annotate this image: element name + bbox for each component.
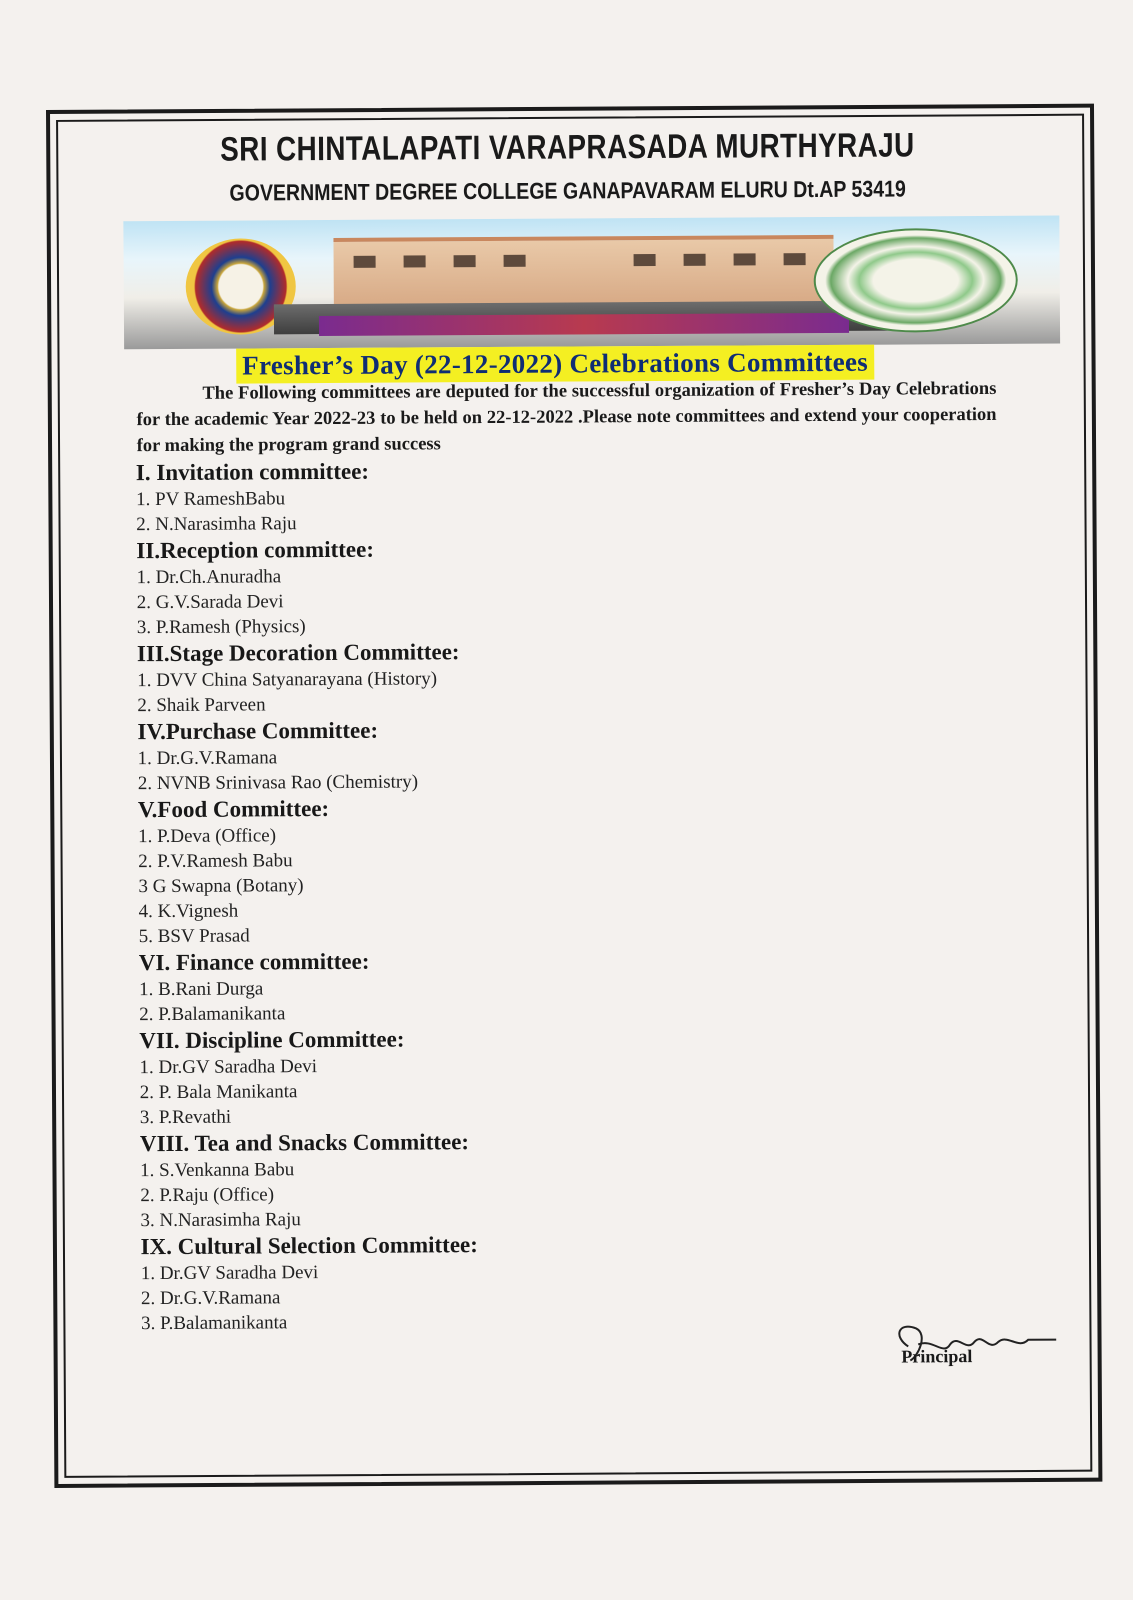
committee-member: 1. Dr.GV Saradha Devi [140,1262,319,1285]
committee-member: 2. Dr.G.V.Ramana [140,1287,281,1310]
committee-title: IV.Purchase Committee: [137,717,379,745]
committee-title: VII. Discipline Committee: [139,1026,405,1054]
committee-block [139,1023,840,1130]
committee-member: 1. P.Deva (Office) [138,825,277,848]
committee-member: 1. Dr.Ch.Anuradha [136,566,282,589]
committee-member: 2. P.V.Ramesh Babu [138,850,293,873]
committee-title: IX. Cultural Selection Committee: [140,1232,478,1260]
intro-text: The Following committees are deputed for the successful organization of Fresher’s Day Celebrations for the academic Year 2022-23 to be held on 22-12-2022 .Please note committees and extend your cooperation for making the program grand success [136,378,997,457]
college-address: GOVERNMENT DEGREE COLLEGE GANAPAVARAM ELURU Dt.AP 53419 [229,175,906,206]
committee-member: 1. S.Venkanna Babu [140,1159,295,1182]
committee-member: 2. G.V.Sarada Devi [136,591,284,614]
college-banner [123,216,1060,350]
committee-member: 3. P.Balamanikanta [141,1312,288,1335]
intro-paragraph [136,376,996,459]
committee-member: 1. PV RameshBabu [135,488,286,511]
committee-title: I. Invitation committee: [135,458,370,486]
committee-block [136,533,837,640]
committee-title: II.Reception committee: [136,536,375,564]
committee-member: 1. Dr.GV Saradha Devi [139,1056,318,1079]
committee-member: 2. NVNB Srinivasa Rao (Chemistry) [137,771,419,795]
committee-member: 2. P.Raju (Office) [140,1184,275,1207]
committee-member: 4. K.Vignesh [138,900,239,923]
principal-label: Principal [901,1346,973,1367]
committee-member: 1. Dr.G.V.Ramana [137,747,278,770]
committee-member: 2. P.Balamanikanta [139,1003,286,1026]
committee-block [141,1229,842,1336]
committee-member: 1. DVV China Satyanarayana (History) [137,668,438,692]
committee-member: 5. BSV Prasad [138,925,250,948]
committee-title: VIII. Tea and Snacks Committee: [139,1129,470,1157]
committee-member: 3 G Swapna (Botany) [138,875,304,898]
committee-block [137,636,837,718]
page-title: Fresher’s Day (22-12-2022) Celebrations Committees [236,345,874,384]
committee-member: 3. N.Narasimha Raju [140,1209,301,1232]
committee-block [138,792,839,949]
committee-list [136,455,841,1336]
college-building-image [333,235,833,308]
committee-block [136,455,836,537]
committee-member: 3. P.Revathi [139,1106,232,1129]
committee-member: 2. Shaik Parveen [137,694,266,717]
committee-member: 2. P. Bala Manikanta [139,1081,298,1104]
committee-member: 3. P.Ramesh (Physics) [136,616,306,639]
committee-title: VI. Finance committee: [138,948,370,976]
state-emblem-icon [813,228,1018,333]
committee-title: III.Stage Decoration Committee: [136,639,460,667]
college-name: SRI CHINTALAPATI VARAPRASADA MURTHYRAJU [220,126,915,169]
committee-block [140,1126,841,1233]
committee-member: 2. N.Narasimha Raju [136,513,297,536]
committee-member: 1. B.Rani Durga [138,978,264,1001]
committee-title: V.Food Committee: [137,796,330,823]
committee-block [139,945,839,1027]
committee-block [137,714,837,796]
telugu-name-strip [319,313,849,336]
